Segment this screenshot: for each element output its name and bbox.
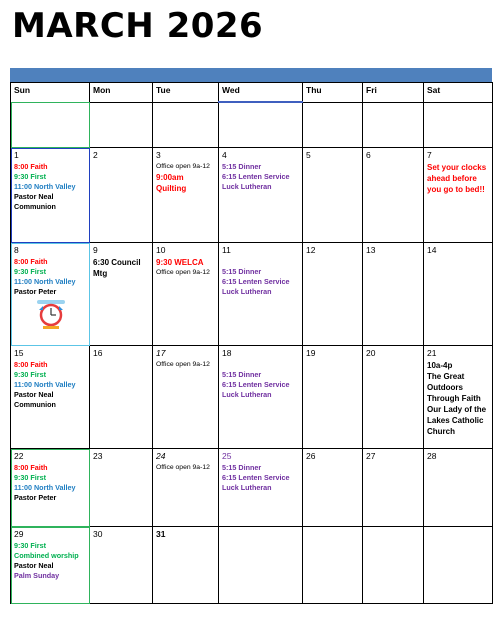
day-number: 3: [156, 150, 161, 160]
event-text: Pastor Peter: [14, 493, 57, 502]
day-number: 1: [14, 150, 19, 160]
event-text: Pastor Peter: [14, 287, 57, 296]
day-cell: [424, 449, 493, 527]
weekday-header-row: [11, 83, 493, 103]
event-text: 11:00 North Valley: [14, 182, 76, 191]
day-number: 5: [306, 150, 311, 160]
day-cell: [219, 346, 303, 449]
day-number: 14: [427, 245, 437, 255]
day-number: 18: [222, 348, 232, 358]
weekday-header: Sat: [424, 83, 493, 103]
day-cell: [11, 243, 90, 346]
event-text: 11:00 North Valley: [14, 380, 76, 389]
event-text: 6:15 Lenten Service: [222, 380, 290, 389]
event-text: Communion: [14, 202, 56, 211]
day-cell: [11, 449, 90, 527]
day-number: 11: [222, 245, 231, 255]
day-cell: [153, 527, 219, 604]
week-row-blank: [11, 102, 493, 148]
day-number: 26: [306, 451, 316, 461]
event-text: 9:30 First: [14, 267, 46, 276]
day-cell: [11, 346, 90, 449]
event-text: 10a-4p: [427, 361, 453, 370]
event-text: 6:15 Lenten Service: [222, 473, 290, 482]
event-text: 5:15 Dinner: [222, 370, 262, 379]
day-number: 24: [156, 451, 166, 461]
event-text: Luck Lutheran: [222, 483, 272, 492]
day-number: 20: [366, 348, 376, 358]
event-text: The Great Outdoors Through Faith: [427, 372, 481, 403]
day-number: 27: [366, 451, 376, 461]
calendar-grid: [10, 82, 493, 604]
event-text: 8:00 Faith: [14, 257, 48, 266]
day-cell: [90, 148, 153, 243]
day-cell: [303, 449, 363, 527]
day-number: 12: [306, 245, 316, 255]
week-row: [11, 243, 493, 346]
day-number: 19: [306, 348, 316, 358]
day-cell: [303, 243, 363, 346]
day-cell-empty: [11, 102, 90, 148]
event-text: 6:15 Lenten Service: [222, 172, 290, 181]
event-text: Office open 9a-12: [156, 269, 210, 276]
day-cell: [424, 243, 493, 346]
event-text: 9:30 First: [14, 541, 46, 550]
day-cell: [90, 346, 153, 449]
event-text: Our Lady of the Lakes Catholic Church: [427, 405, 487, 436]
day-cell: [219, 449, 303, 527]
event-text: Pastor Neal: [14, 561, 54, 570]
day-number: 10: [156, 245, 166, 255]
day-cell: [90, 449, 153, 527]
event-text: 9:30 WELCA: [156, 258, 204, 267]
day-cell: [153, 148, 219, 243]
day-cell: [303, 148, 363, 243]
event-text: 6:30 Council Mtg: [93, 258, 141, 278]
week-row: [11, 346, 493, 449]
day-cell: [153, 243, 219, 346]
day-cell: [363, 346, 424, 449]
day-cell: [424, 346, 493, 449]
day-cell: [11, 148, 90, 243]
event-text: 5:15 Dinner: [222, 267, 262, 276]
event-text: 9:00am Quilting: [156, 173, 187, 193]
day-cell: [90, 243, 153, 346]
day-cell: [90, 527, 153, 604]
day-number: 13: [366, 245, 376, 255]
weekday-header: Sun: [11, 83, 90, 103]
event-text: 8:00 Faith: [14, 463, 48, 472]
weekday-header: Fri: [363, 83, 424, 103]
event-text: Office open 9a-12: [156, 361, 210, 368]
event-text: 11:00 North Valley: [14, 483, 76, 492]
day-number: 30: [93, 529, 103, 539]
day-number: 2: [93, 150, 98, 160]
day-cell-empty: [363, 527, 424, 604]
day-number: 6: [366, 150, 371, 160]
day-cell-empty: [219, 102, 303, 148]
header-bar: [10, 68, 492, 82]
day-cell-empty: [424, 102, 493, 148]
day-number: 7: [427, 150, 432, 160]
event-text: Pastor Neal: [14, 390, 54, 399]
day-number: 28: [427, 451, 437, 461]
weekday-header: Mon: [90, 83, 153, 103]
day-number: 23: [93, 451, 103, 461]
week-row: [11, 449, 493, 527]
clock-change-icon: [34, 300, 68, 330]
event-text: 8:00 Faith: [14, 360, 48, 369]
day-cell: [363, 148, 424, 243]
event-text: 9:30 First: [14, 370, 46, 379]
weekday-header: Thu: [303, 83, 363, 103]
day-number: 31: [156, 529, 166, 539]
event-text: Office open 9a-12: [156, 163, 210, 170]
day-cell: [219, 148, 303, 243]
page-title: MARCH 2026: [12, 6, 264, 46]
day-number: 17: [156, 348, 166, 358]
day-cell-empty: [363, 102, 424, 148]
event-text: Office open 9a-12: [156, 464, 210, 471]
day-cell: [363, 449, 424, 527]
event-text: 5:15 Dinner: [222, 162, 262, 171]
day-number: 21: [427, 348, 437, 358]
event-text: Luck Lutheran: [222, 287, 272, 296]
day-cell: [11, 527, 90, 604]
day-number: 25: [222, 451, 232, 461]
event-text: Luck Lutheran: [222, 182, 272, 191]
weekday-header: Wed: [219, 83, 303, 103]
day-number: 22: [14, 451, 24, 461]
day-cell-empty: [90, 102, 153, 148]
day-number: 16: [93, 348, 103, 358]
day-cell-empty: [303, 102, 363, 148]
day-number: 15: [14, 348, 24, 358]
day-cell-empty: [303, 527, 363, 604]
event-text: Communion: [14, 400, 56, 409]
day-number: 8: [14, 245, 19, 255]
event-text: Combined worship: [14, 551, 79, 560]
event-text: 9:30 First: [14, 172, 46, 181]
event-text: Set your clocks ahead before you go to bed!!: [427, 163, 487, 194]
day-cell: [303, 346, 363, 449]
event-text: 11:00 North Valley: [14, 277, 76, 286]
event-text: 6:15 Lenten Service: [222, 277, 290, 286]
day-number: 4: [222, 150, 227, 160]
day-cell: [219, 243, 303, 346]
event-text: 8:00 Faith: [14, 162, 48, 171]
event-text: 9:30 First: [14, 473, 46, 482]
event-text: Luck Lutheran: [222, 390, 272, 399]
weekday-header: Tue: [153, 83, 219, 103]
day-cell: [153, 346, 219, 449]
day-cell: [153, 449, 219, 527]
day-cell-empty: [219, 527, 303, 604]
day-number: 9: [93, 245, 98, 255]
week-row: [11, 148, 493, 243]
day-cell-empty: [424, 527, 493, 604]
event-text: 5:15 Dinner: [222, 463, 262, 472]
day-cell-empty: [153, 102, 219, 148]
event-text: Palm Sunday: [14, 571, 60, 580]
day-number: 29: [14, 529, 24, 539]
event-text: Pastor Neal: [14, 192, 54, 201]
day-cell: [424, 148, 493, 243]
day-cell: [363, 243, 424, 346]
week-row: [11, 527, 493, 604]
